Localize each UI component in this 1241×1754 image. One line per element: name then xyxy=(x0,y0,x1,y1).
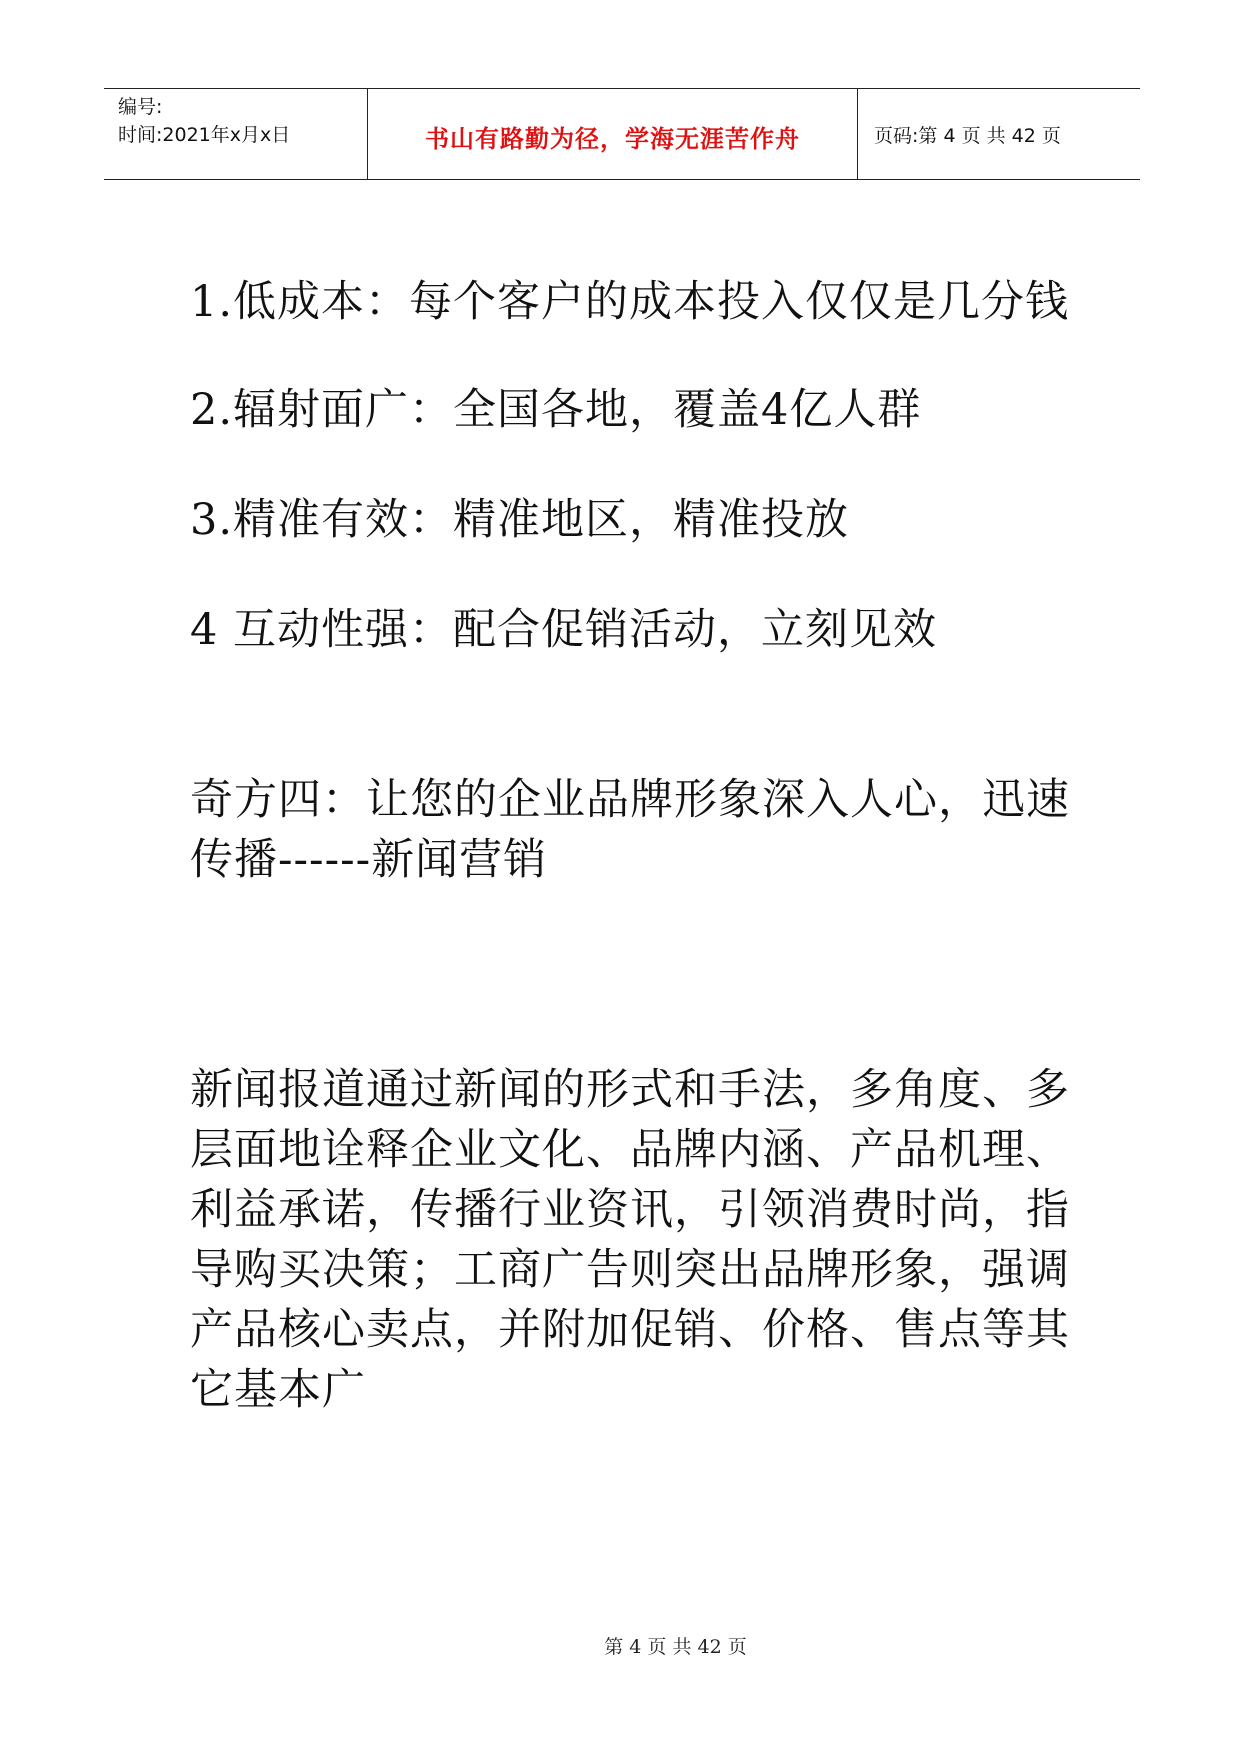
header-divider-right xyxy=(857,89,858,179)
paragraph-interactive: 4 互动性强：配合促销活动，立刻见效 xyxy=(190,605,938,655)
paragraph-low-cost: 1.低成本：每个客户的成本投入仅仅是几分钱 xyxy=(190,277,1070,327)
header-meta xyxy=(118,93,290,149)
paragraph-news-marketing-heading: 奇方四：让您的企业品牌形象深入人心，迅速传播------新闻营销 xyxy=(190,775,1070,885)
paragraph-news-report: 新闻报道通过新闻的形式和手法，多角度、多层面地诠释企业文化、品牌内涵、产品机理、利益承诺，传播行业资讯，引领消费时尚，指导购买决策；工商广告则突出品牌形象，强调产品核心卖点，并附加促销、价格、售点等其它基本广 xyxy=(190,1065,1070,1415)
header-motto: 书山有路勤为径，学海无涯苦作舟 xyxy=(425,125,800,153)
paragraph-precise: 3.精准有效：精准地区，精准投放 xyxy=(190,495,850,545)
header-page-info: 页码:第 4 页 共 42 页 xyxy=(874,125,1061,147)
time-label: 时间:2021年x月x日 xyxy=(118,124,291,146)
page-footer: 第 4 页 共 42 页 xyxy=(604,1636,747,1658)
paragraph-coverage: 2.辐射面广：全国各地，覆盖4亿人群 xyxy=(190,385,922,435)
document-body xyxy=(190,272,1090,1420)
number-label: 编号: xyxy=(118,96,163,118)
document-header xyxy=(104,88,1140,180)
